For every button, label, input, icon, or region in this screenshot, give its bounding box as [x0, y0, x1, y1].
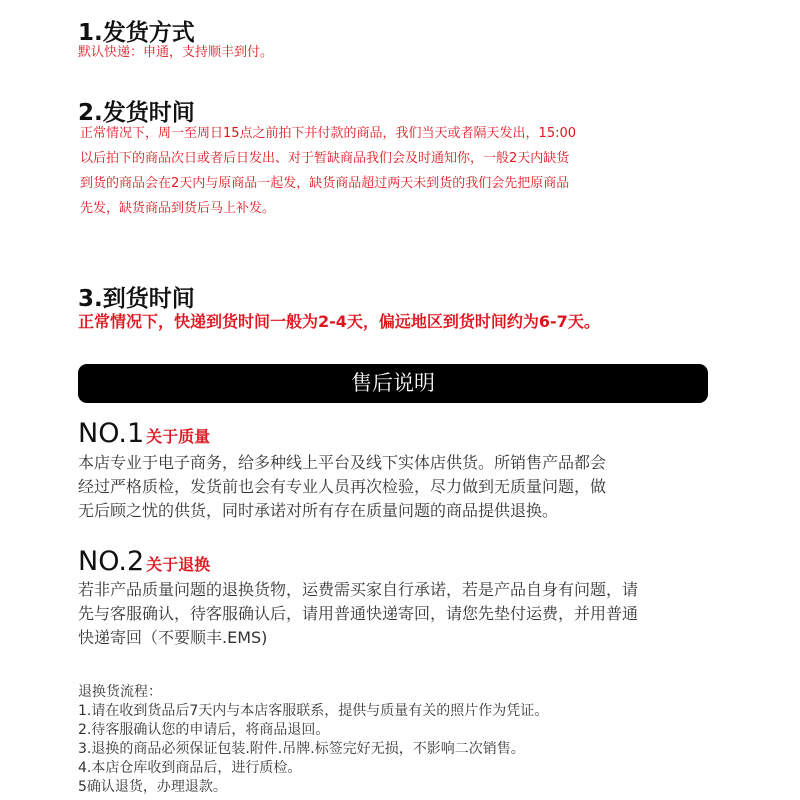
no2-heading [78, 546, 210, 577]
text-line: 先与客服确认，待客服确认后，请用普通快递寄回，请您先垫付运费，并用普通 [78, 604, 639, 623]
no2-label: 关于退换 [146, 555, 211, 574]
text-line: 正常情况下，周一至周日15点之前拍下并付款的商品，我们当天或者隔天发出，15:00 [80, 126, 577, 141]
section-title-delivery-time: 3.到货时间 [78, 286, 195, 312]
shipping-method-text: 默认快递：申通，支持顺丰到付。 [78, 45, 274, 60]
no1-number: NO.1 [78, 418, 145, 449]
process-title: 退换货流程： [78, 684, 162, 700]
process-step: 4.本店仓库收到商品后，进行质检。 [78, 760, 302, 776]
process-step: 5确认退货，办理退款。 [78, 779, 227, 795]
after-sales-banner: 售后说明 [78, 364, 708, 403]
section-title-shipping-method: 1.发货方式 [78, 20, 195, 46]
no1-heading [78, 418, 210, 449]
text-line: 无后顾之忧的供货，同时承诺对所有存在质量问题的商品提供退换。 [78, 501, 559, 520]
process-step: 2.待客服确认您的申请后，将商品退回。 [78, 722, 330, 738]
delivery-time-text: 正常情况下，快递到货时间一般为2-4天，偏远地区到货时间约为6-7天。 [78, 312, 600, 331]
text-line: 到货的商品会在2天内与原商品一起发，缺货商品超过两天未到货的我们会先把原商品 [80, 176, 570, 191]
section-title-shipping-time: 2.发货时间 [78, 100, 195, 126]
process-step: 3.退换的商品必须保证包装.附件.吊牌.标签完好无损，不影响二次销售。 [78, 741, 525, 757]
process-step: 1.请在收到货品后7天内与本店客服联系，提供与质量有关的照片作为凭证。 [78, 703, 549, 719]
return-process [78, 683, 548, 797]
shipping-time-text [80, 121, 576, 221]
text-line: 快递寄回（不要顺丰.EMS) [78, 628, 268, 647]
text-line: 以后拍下的商品次日或者后日发出、对于暂缺商品我们会及时通知你，一般2天内缺货 [80, 151, 570, 166]
no1-label: 关于质量 [146, 427, 211, 446]
no2-text [78, 578, 638, 650]
text-line: 若非产品质量问题的退换货物，运费需买家自行承诺，若是产品自身有问题，请 [78, 580, 639, 599]
no2-number: NO.2 [78, 546, 145, 577]
no1-text [78, 451, 606, 523]
text-line: 本店专业于电子商务，给多种线上平台及线下实体店供货。所销售产品都会 [78, 453, 607, 472]
text-line: 先发，缺货商品到货后马上补发。 [80, 201, 276, 216]
text-line: 经过严格质检，发货前也会有专业人员再次检验，尽力做到无质量问题，做 [78, 477, 607, 496]
